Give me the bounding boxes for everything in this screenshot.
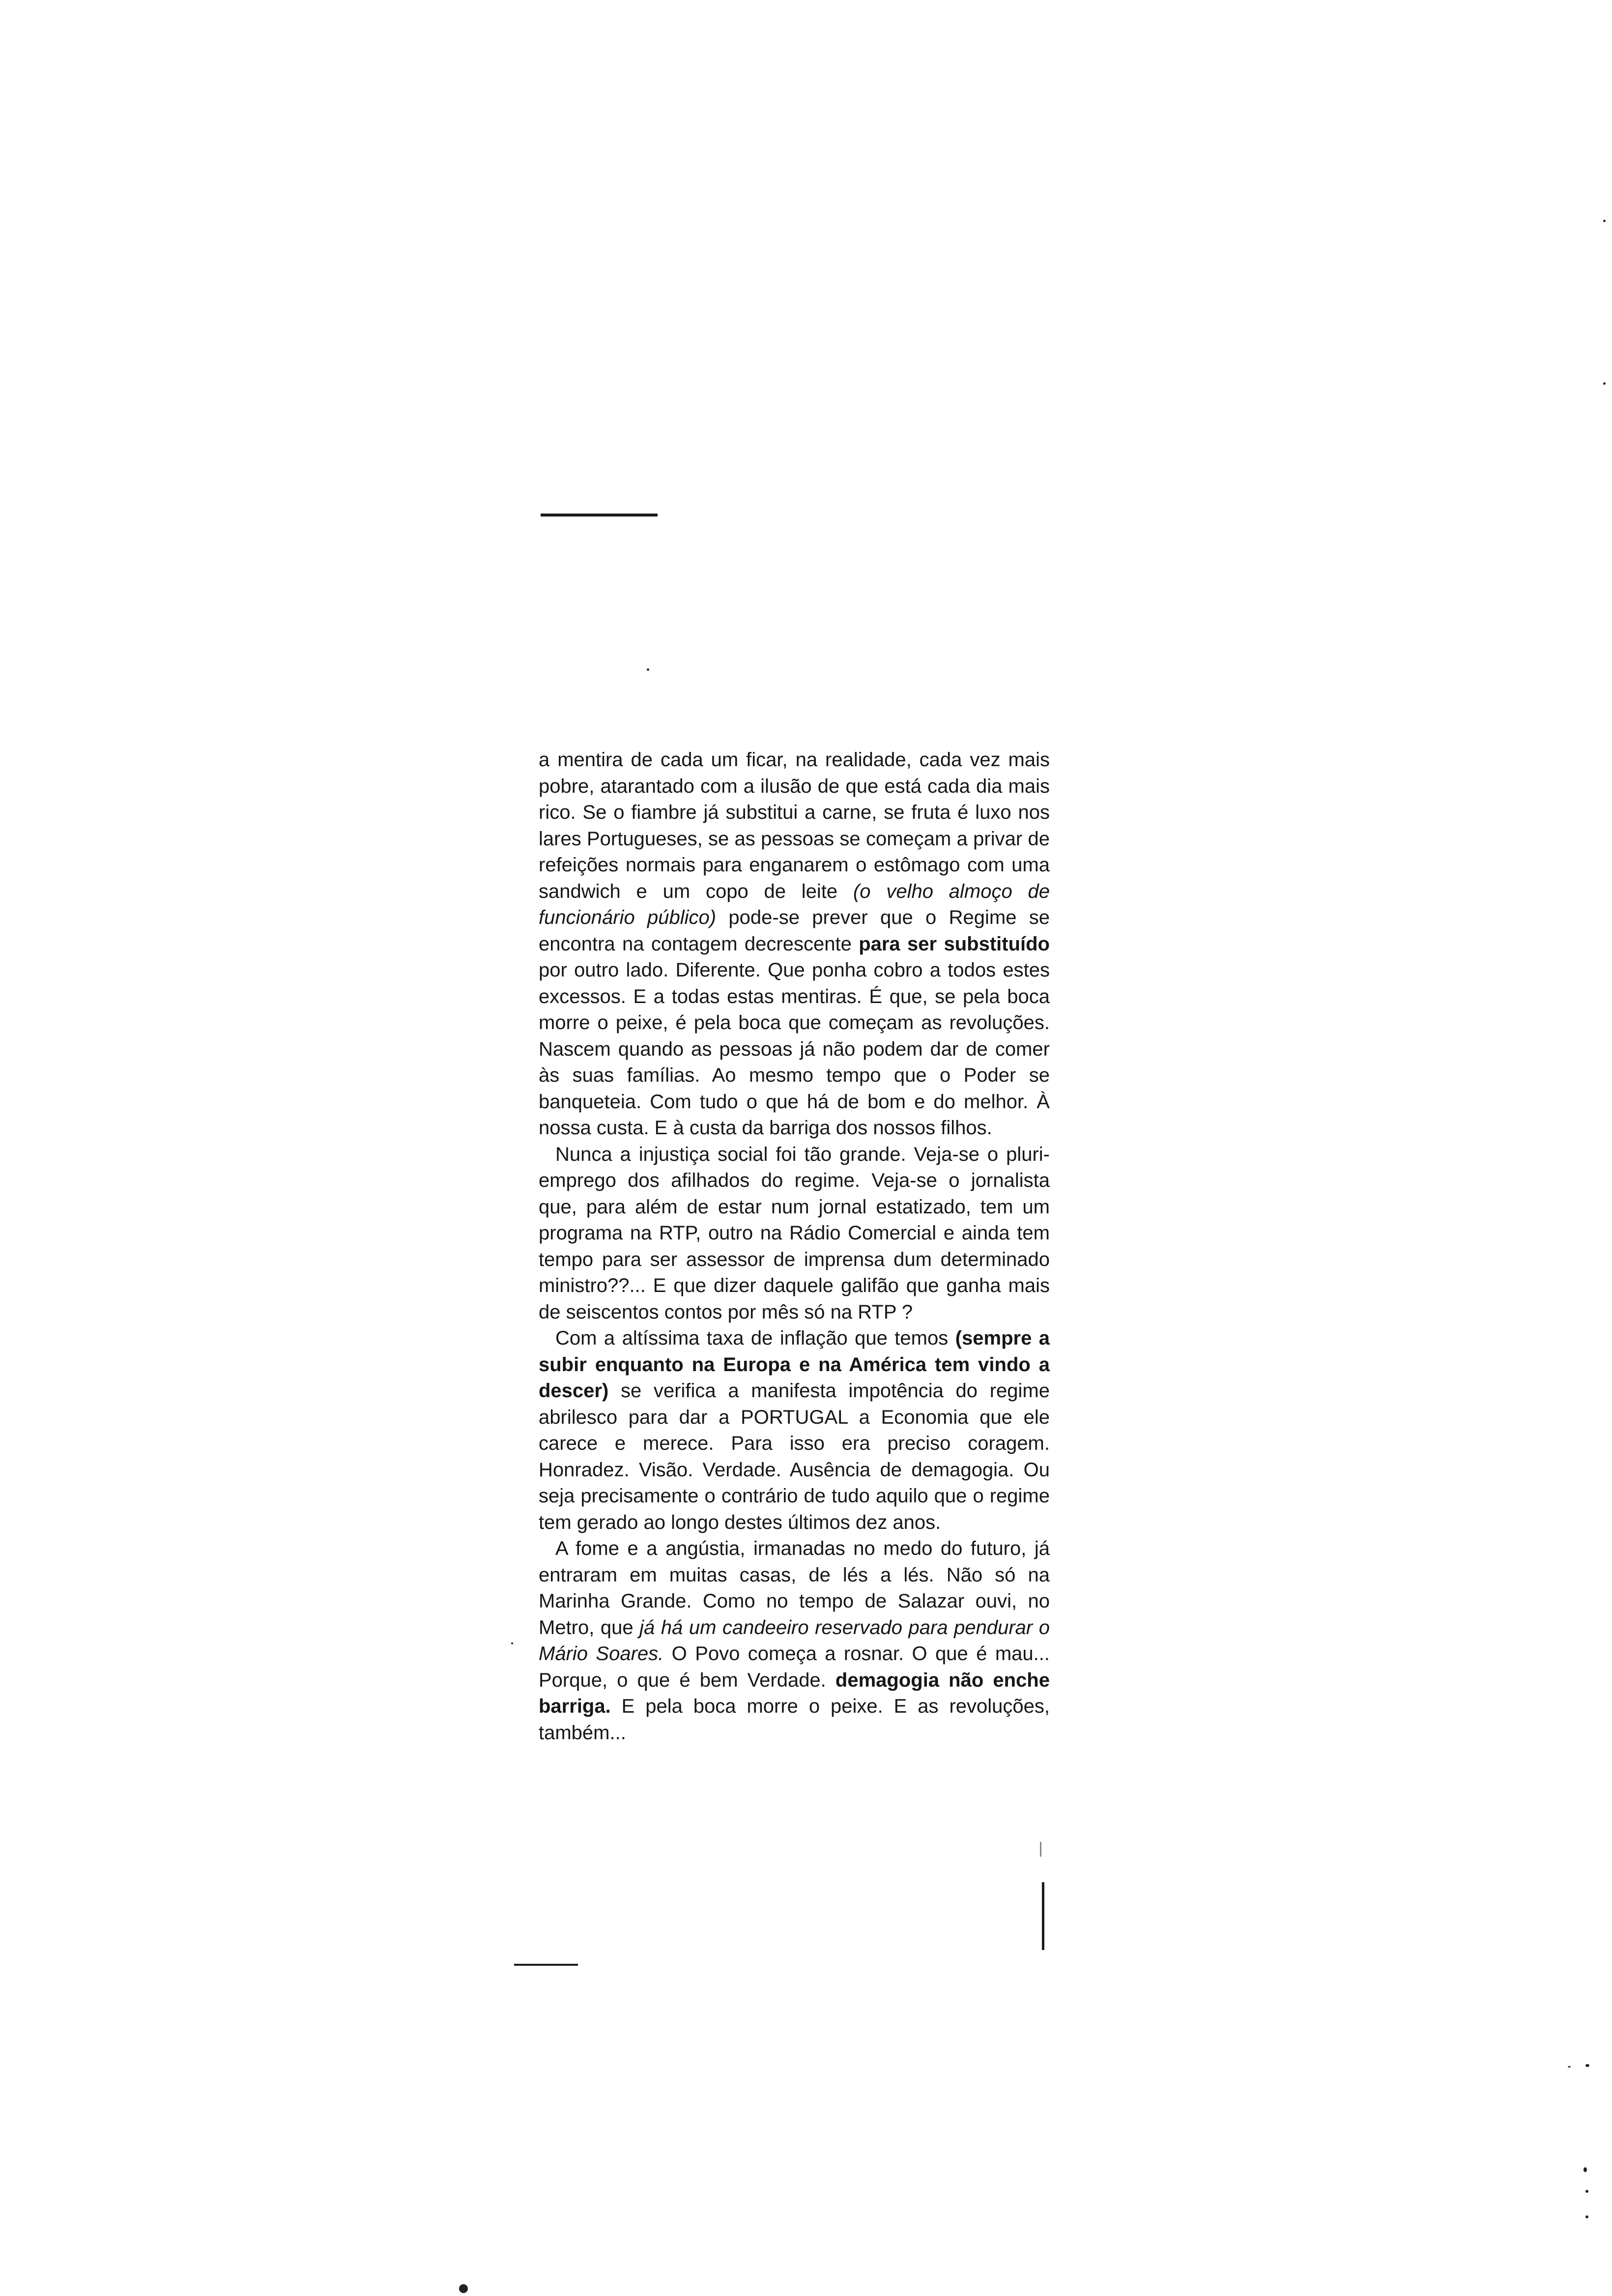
bottom-rule (514, 1964, 578, 1966)
paragraph-4 (539, 1536, 1050, 1746)
scan-speck (1603, 382, 1606, 385)
scan-speck (459, 2284, 468, 2293)
paragraph-3-text: se verifica a manifesta impotência do regime abrilesco para dar a PORTUGAL a Economia que ele carece e merece. Para isso era preciso coragem. Honradez. Visão. Verdade. Ausência de demagogia. Ou seja precisamente o contrário de tudo aquilo que o regime tem gerado ao longo destes últimos dez anos. (539, 1380, 1050, 1533)
scan-speck (1583, 2167, 1587, 2172)
column-margin-mark (1040, 1842, 1041, 1857)
paragraph-1 (539, 747, 1050, 1142)
paragraph-3 (539, 1325, 1050, 1536)
paragraph-4-emphasis: demagogia não enche barriga. (539, 1669, 1050, 1717)
scan-speck (1585, 2215, 1588, 2218)
paragraph-3-emphasis: (sempre a subir enquanto na Europa e na América tem vindo a descer) (539, 1327, 1050, 1402)
paragraph-4-quote: já há um candeeiro reservado para pendurar o Mário Soares. (539, 1616, 1050, 1665)
scan-speck (1568, 2066, 1571, 2067)
scan-speck (1603, 220, 1606, 222)
paragraph-2: Nunca a injustiça social foi tão grande. Veja-se o pluri-emprego dos afilhados do regime. Veja-se o jornalista que, para além de estar num jornal estatizado, tem um programa na RTP, outro na Rádio Comercial e ainda tem tempo para ser assessor de imprensa dum determinado ministro??... E que dizer daquele galifão que ganha mais de seiscentos contos por mês só na RTP ? (539, 1143, 1050, 1323)
paragraph-1-aside: (o velho almoço de funcionário público) (539, 880, 1050, 928)
paragraph-1-emphasis: para ser substituído (859, 933, 1050, 955)
top-rule (541, 514, 658, 517)
paragraph-1-text: por outro lado. Diferente. Que ponha cobro a todos estes excessos. E a todas estas mentiras. É que, se pela boca morre o peixe, é pela boca que começam as revoluções. Nascem quando as pessoas já não podem dar de comer às suas famílias. Ao mesmo tempo que o Poder se banqueteia. Com tudo o que há de bom e do melhor. À nossa custa. E à custa da barriga dos nossos filhos. (539, 959, 1050, 1139)
column-margin-bar (1042, 1882, 1044, 1950)
paragraph-1-text: a mentira de cada um ficar, na realidade, cada vez mais pobre, atarantado com a ilusão de que está cada dia mais rico. Se o fiambre já substitui a carne, se fruta é luxo nos lares Portugueses, se as pessoas se começam a privar de refeições normais para enganarem o estômago com uma sandwich e um copo de leite (539, 749, 1050, 902)
paragraph-3-text: Com a altíssima taxa de inflação que temos (555, 1327, 955, 1349)
paragraph-4-text: A fome e a angústia, irmanadas no medo do futuro, já entraram em muitas casas, de lés a lés. Não só na Marinha Grande. Como no tempo de Salazar ouvi, no Metro, que (539, 1538, 1050, 1638)
paragraph-1-text: pode-se prever que o Regime se encontra na contagem decrescente (539, 907, 1050, 955)
article-body (539, 747, 1050, 1746)
paragraph-4-text: O Povo começa a rosnar. O que é mau... Porque, o que é bem Verdade. (539, 1643, 1050, 1691)
scan-speck (1585, 2190, 1588, 2193)
paragraph-4-text: E pela boca morre o peixe. E as revoluções, também... (539, 1695, 1050, 1744)
scan-speck (1585, 2064, 1589, 2067)
scan-speck (511, 1642, 513, 1644)
scan-speck (647, 668, 649, 671)
